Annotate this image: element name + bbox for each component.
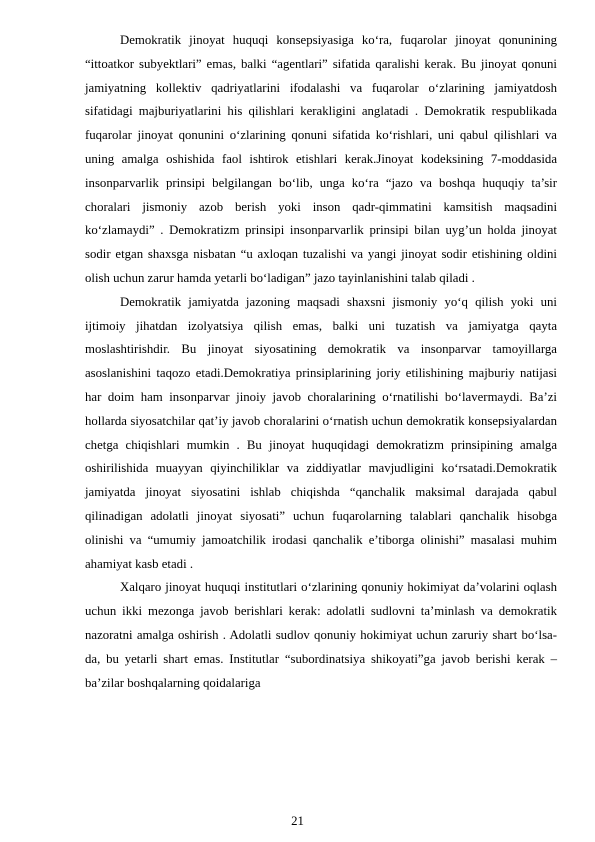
document-body xyxy=(85,29,557,695)
paragraph-3: Xalqaro jinoyat huquqi institutlari o‘zlarining qonuniy hokimiyat da’volarini oqlash uchun ikki mezonga javob berishlari kerak: adolatli sudlovni ta’minlash va demokratik nazoratni amalga oshirish . Adolatli sudlov qonuniy hokimiyat uchun zaruriy shart bo‘lsa-da, bu yetarli shart emas. Institutlar “subordinatsiya shikoyati”ga javob berishi kerak – ba’zilar boshqalarning qoidalariga xyxy=(85,580,557,690)
paragraph-2: Demokratik jamiyatda jazoning maqsadi shaxsni jismoniy yo‘q qilish yoki uni ijtimoiy jihatdan izolyatsiya qilish emas, balki uni tuzatish va jamiyatga qayta moslashtirishdir. Bu jinoyat siyosatining demokratik va insonparvar tamoyillarga asoslanishini taqozo etadi.Demokratiya prinsiplarining joriy etilishining majburiy natijasi har doim ham insonparvar jinoiy javob choralarining o‘rnatilishi bo‘lavermaydi. Ba’zi hollarda siyosatchilar qat’iy javob choralarini o‘rnatish uchun demokratik konsepsiyalardan chetga chiqishlari mumkin . Bu jinoyat huquqidagi demokratizm prinsipining amalga oshirilishida muayyan qiyinchiliklar va ziddiyatlar mavjudligini ko‘rsatadi.Demokratik jamiyatda jinoyat siyosatini ishlab chiqishda “qanchalik maksimal darajada qabul qilinadigan adolatli jinoyat siyosati” uchun fuqarolarning talablari qanchalik hisobga olinishi va “umumiy jamoatchilik irodasi qanchalik e’tiborga olinishi” masalasi muhim ahamiyat kasb etadi . xyxy=(85,294,557,571)
page-number: 21 xyxy=(291,814,304,828)
paragraph-1: Demokratik jinoyat huquqi konsepsiyasiga ko‘ra, fuqarolar jinoyat qonunining “ittoatkor subyektlari” emas, balki “agentlari” sifatida qaralishi kerak. Bu jinoyat qonuni jamiyatning kollektiv qadriyatlarini ifodalashi va fuqarolar o‘zlarining jamiyatdosh sifatidagi majburiyatlarini his qilishlari kerakligini anglatadi . Demokratik respublikada fuqarolar jinoyat qonunini o‘zlarining qonuni sifatida ko‘rishlari, uni qabul qilishlari va uning amalga oshishida faol ishtirok etishlari kerak.Jinoyat kodeksining 7-moddasida insonparvarlik prinsipi belgilangan bo‘lib, unga ko‘ra “jazo va boshqa huquqiy ta’sir choralari jismoniy azob berish yoki inson qadr-qimmatini kamsitish maqsadini ko‘zlamaydi” . Demokratizm prinsipi insonparvarlik prinsipi bilan uyg’un holda jinoyat sodir etgan shaxsga nisbatan “u axloqan tuzalishi va yangi jinoyat sodir etishining oldini olish uchun zarur hamda yetarli bo‘ladigan” jazo tayinlanishini talab qiladi . xyxy=(85,33,557,285)
